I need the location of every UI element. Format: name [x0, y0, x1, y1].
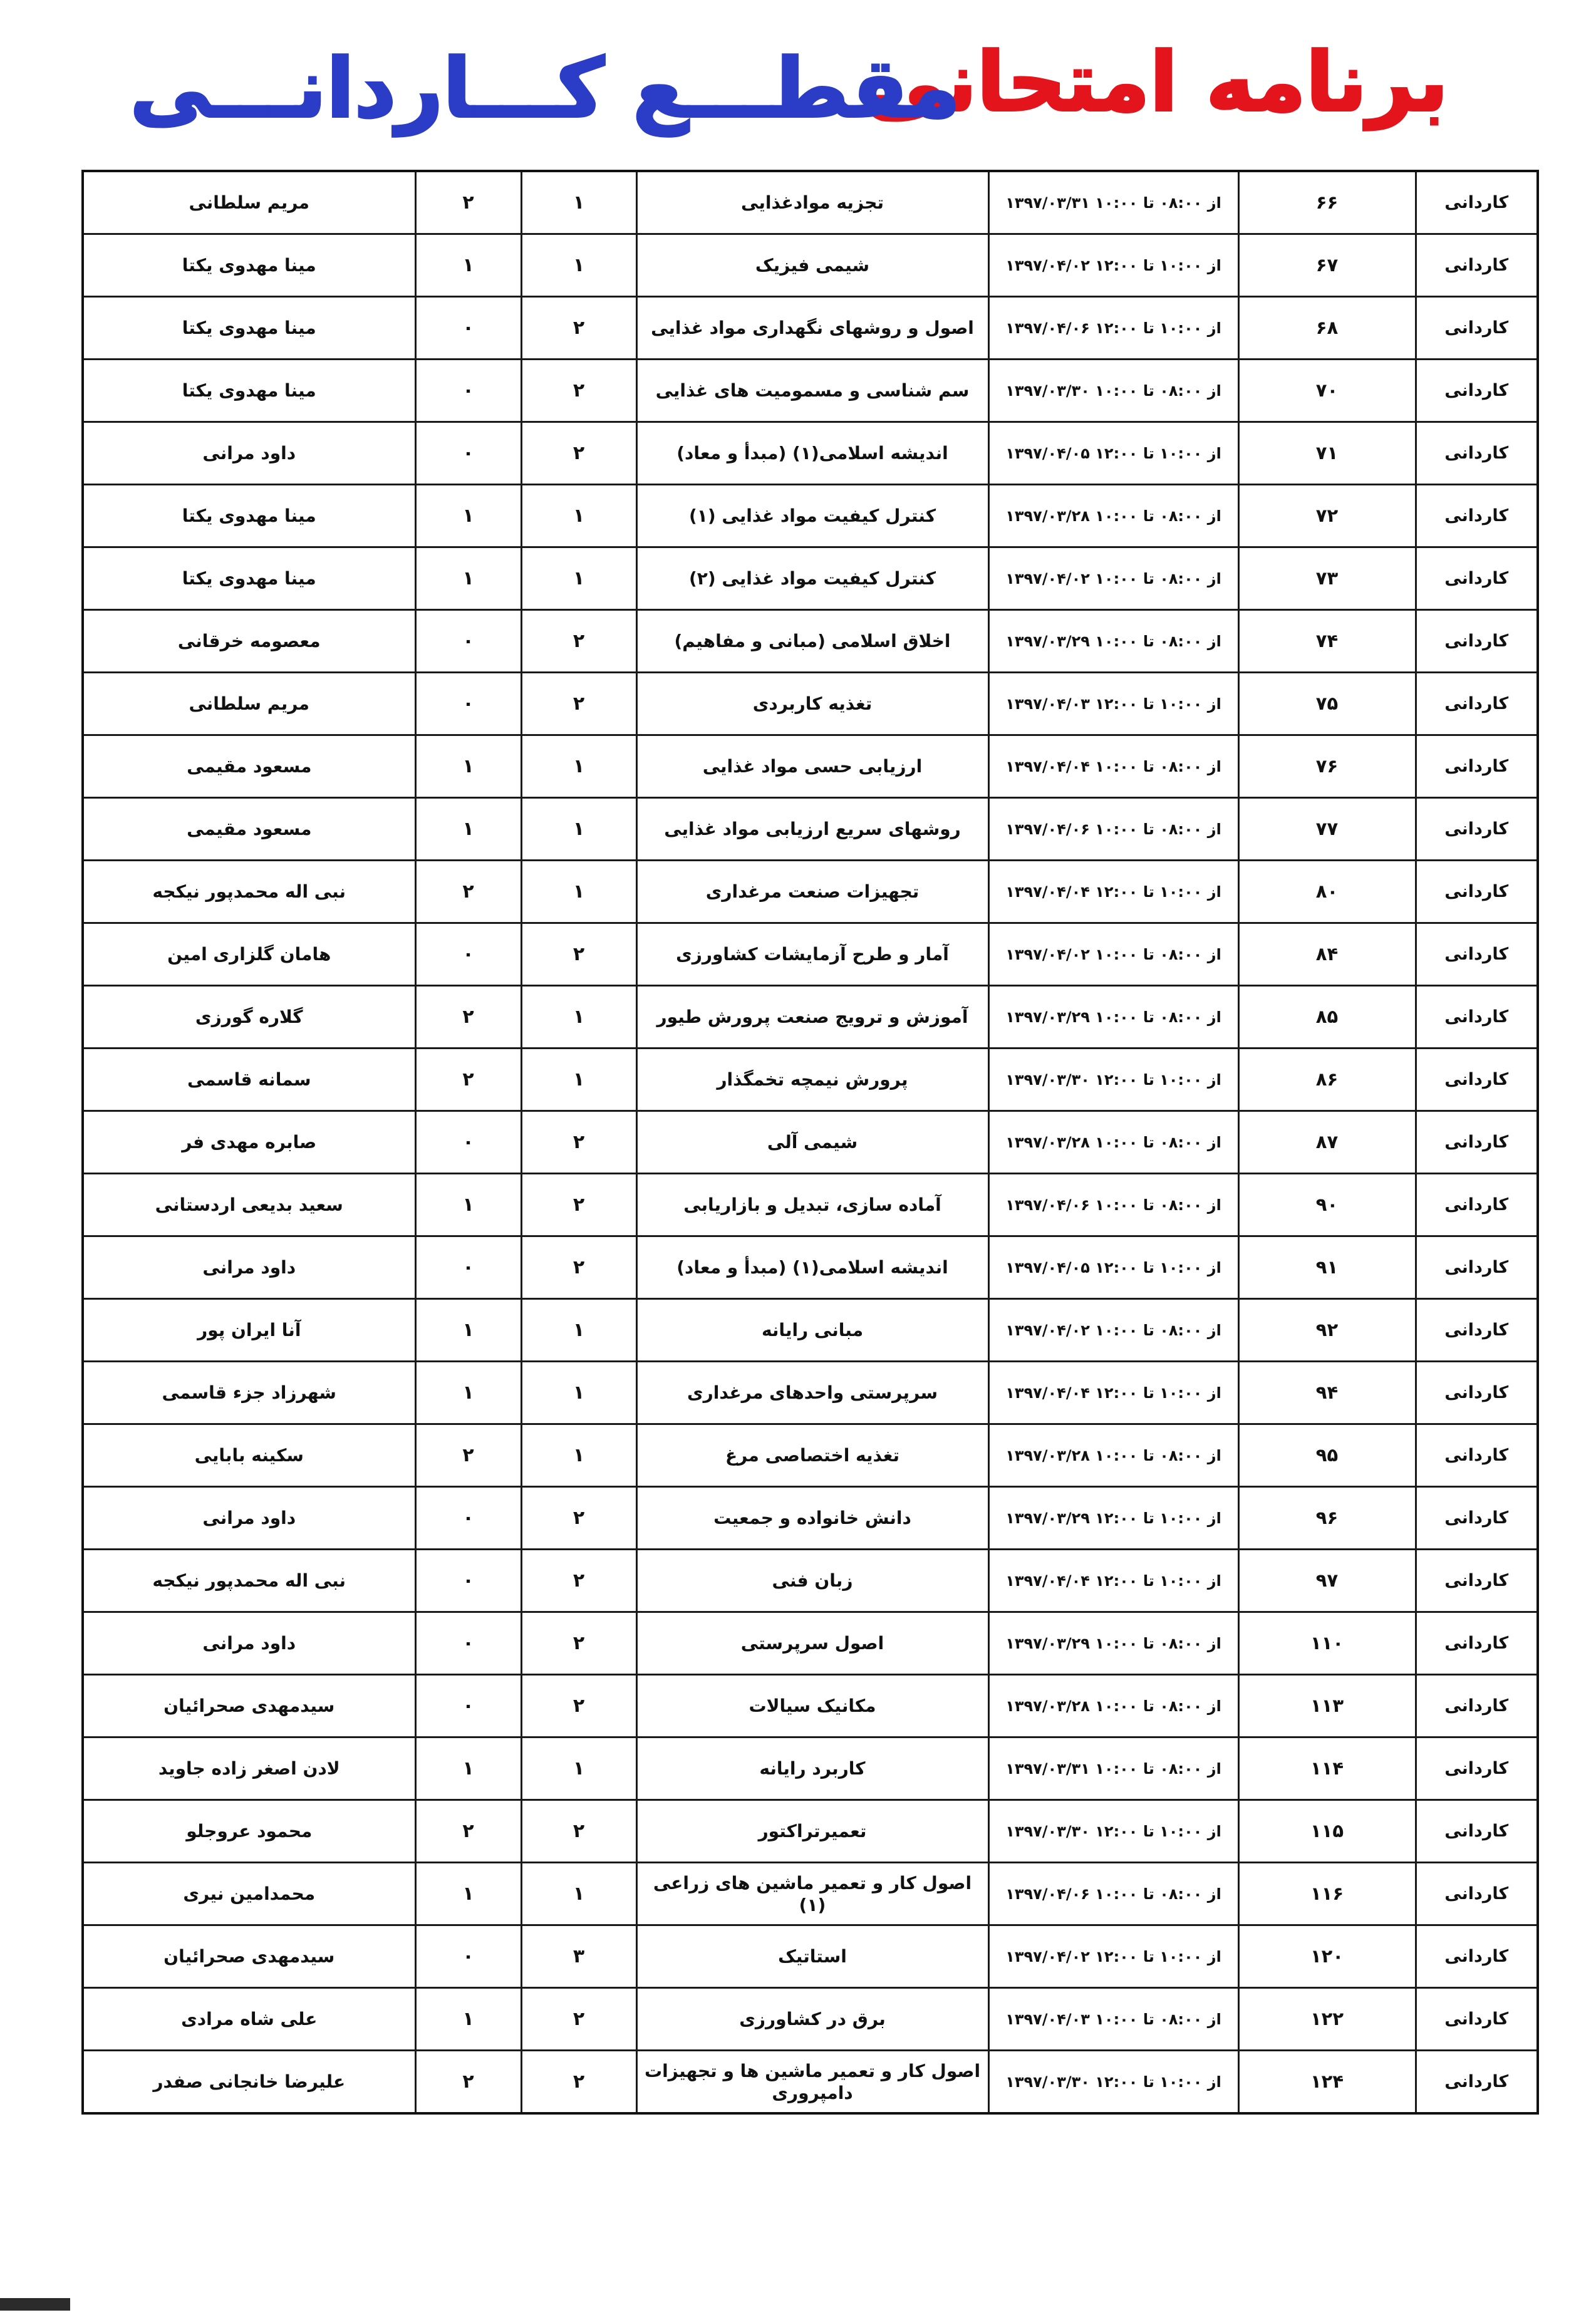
- schedule-cell: از ۰۸:۰۰ تا ۱۰:۰۰ ۱۳۹۷/۰۳/۲۸: [988, 485, 1238, 547]
- level-cell: کاردانی: [1416, 798, 1538, 861]
- course-cell: آماده سازی، تبدیل و بازاریابی: [636, 1174, 988, 1236]
- units-b-cell: ۰: [415, 1612, 521, 1675]
- course-cell: پرورش نیمچه تخمگذار: [636, 1049, 988, 1111]
- units-b-cell: ۱: [415, 547, 521, 610]
- table-body: [83, 171, 1538, 2113]
- code-cell: ۶۸: [1238, 297, 1416, 360]
- units-b-cell: ۱: [415, 1362, 521, 1424]
- level-cell: کاردانی: [1416, 1424, 1538, 1487]
- code-cell: ۹۴: [1238, 1362, 1416, 1424]
- code-cell: ۹۱: [1238, 1236, 1416, 1299]
- instructor-cell: لادن اصغر زاده جاوید: [83, 1738, 415, 1800]
- table-row: [83, 1612, 1538, 1675]
- units-b-cell: ۰: [415, 1111, 521, 1174]
- schedule-cell: از ۰۸:۰۰ تا ۱۰:۰۰ ۱۳۹۷/۰۴/۰۳: [988, 1988, 1238, 2051]
- code-cell: ۸۶: [1238, 1049, 1416, 1111]
- instructor-cell: مینا مهدوی یکتا: [83, 547, 415, 610]
- code-cell: ۹۰: [1238, 1174, 1416, 1236]
- schedule-cell: از ۰۸:۰۰ تا ۱۰:۰۰ ۱۳۹۷/۰۳/۲۸: [988, 1424, 1238, 1487]
- units-b-cell: ۰: [415, 1675, 521, 1738]
- table-row: [83, 1800, 1538, 1863]
- units-a-cell: ۲: [521, 360, 636, 422]
- code-cell: ۷۲: [1238, 485, 1416, 547]
- instructor-cell: نبی اله محمدپور نیکجه: [83, 1550, 415, 1612]
- units-a-cell: ۲: [521, 1988, 636, 2051]
- level-cell: کاردانی: [1416, 1925, 1538, 1988]
- course-cell: کنترل کیفیت مواد غذایی (۲): [636, 547, 988, 610]
- units-b-cell: ۲: [415, 861, 521, 923]
- code-cell: ۶۶: [1238, 171, 1416, 234]
- level-cell: کاردانی: [1416, 1550, 1538, 1612]
- units-b-cell: ۱: [415, 485, 521, 547]
- instructor-cell: مسعود مقیمی: [83, 735, 415, 798]
- level-cell: کاردانی: [1416, 171, 1538, 234]
- instructor-cell: داود مرانی: [83, 1487, 415, 1550]
- instructor-cell: سیدمهدی صحرائیان: [83, 1925, 415, 1988]
- level-cell: کاردانی: [1416, 1675, 1538, 1738]
- code-cell: ۱۱۳: [1238, 1675, 1416, 1738]
- instructor-cell: صابره مهدی فر: [83, 1111, 415, 1174]
- instructor-cell: سکینه بابایی: [83, 1424, 415, 1487]
- units-a-cell: ۲: [521, 610, 636, 673]
- table-row: [83, 735, 1538, 798]
- units-a-cell: ۲: [521, 673, 636, 735]
- units-a-cell: ۲: [521, 1111, 636, 1174]
- level-cell: کاردانی: [1416, 1612, 1538, 1675]
- table-row: [83, 798, 1538, 861]
- table-row: [83, 1988, 1538, 2051]
- level-cell: کاردانی: [1416, 234, 1538, 297]
- schedule-cell: از ۰۸:۰۰ تا ۱۰:۰۰ ۱۳۹۷/۰۴/۰۶: [988, 1174, 1238, 1236]
- units-b-cell: ۱: [415, 234, 521, 297]
- schedule-cell: از ۱۰:۰۰ تا ۱۲:۰۰ ۱۳۹۷/۰۴/۰۴: [988, 1362, 1238, 1424]
- code-cell: ۱۱۶: [1238, 1863, 1416, 1925]
- schedule-cell: از ۰۸:۰۰ تا ۱۰:۰۰ ۱۳۹۷/۰۳/۲۹: [988, 1612, 1238, 1675]
- units-a-cell: ۱: [521, 986, 636, 1049]
- code-cell: ۱۲۴: [1238, 2051, 1416, 2114]
- course-cell: زبان فنی: [636, 1550, 988, 1612]
- level-cell: کاردانی: [1416, 923, 1538, 986]
- course-cell: تجزیه موادغذایی: [636, 171, 988, 234]
- table-row: [83, 422, 1538, 485]
- units-a-cell: ۲: [521, 1236, 636, 1299]
- course-cell: کاربرد رایانه: [636, 1738, 988, 1800]
- course-cell: کنترل کیفیت مواد غذایی (۱): [636, 485, 988, 547]
- course-cell: تعمیرتراکتور: [636, 1800, 988, 1863]
- units-a-cell: ۲: [521, 2051, 636, 2114]
- table-row: [83, 1362, 1538, 1424]
- table-row: [83, 360, 1538, 422]
- instructor-cell: داود مرانی: [83, 1612, 415, 1675]
- schedule-cell: از ۰۸:۰۰ تا ۱۰:۰۰ ۱۳۹۷/۰۳/۲۹: [988, 986, 1238, 1049]
- exam-schedule-table: [81, 170, 1539, 2115]
- units-a-cell: ۱: [521, 1299, 636, 1362]
- instructor-cell: آنا ایران پور: [83, 1299, 415, 1362]
- table-row: [83, 1049, 1538, 1111]
- units-b-cell: ۲: [415, 1424, 521, 1487]
- table-row: [83, 1550, 1538, 1612]
- schedule-cell: از ۱۰:۰۰ تا ۱۲:۰۰ ۱۳۹۷/۰۳/۳۰: [988, 2051, 1238, 2114]
- instructor-cell: محمود عروجلو: [83, 1800, 415, 1863]
- units-b-cell: ۱: [415, 1738, 521, 1800]
- schedule-cell: از ۰۸:۰۰ تا ۱۰:۰۰ ۱۳۹۷/۰۴/۰۲: [988, 547, 1238, 610]
- course-cell: آمار و طرح آزمایشات کشاورزی: [636, 923, 988, 986]
- course-cell: اندیشه اسلامی(۱) (مبدأ و معاد): [636, 1236, 988, 1299]
- schedule-cell: از ۰۸:۰۰ تا ۱۰:۰۰ ۱۳۹۷/۰۳/۲۸: [988, 1111, 1238, 1174]
- units-a-cell: ۲: [521, 1800, 636, 1863]
- table-row: [83, 986, 1538, 1049]
- units-a-cell: ۲: [521, 1612, 636, 1675]
- schedule-cell: از ۰۸:۰۰ تا ۱۰:۰۰ ۱۳۹۷/۰۳/۲۹: [988, 610, 1238, 673]
- course-cell: تغذیه کاربردی: [636, 673, 988, 735]
- table-row: [83, 297, 1538, 360]
- code-cell: ۸۵: [1238, 986, 1416, 1049]
- schedule-cell: از ۰۸:۰۰ تا ۱۰:۰۰ ۱۳۹۷/۰۳/۳۱: [988, 1738, 1238, 1800]
- units-a-cell: ۳: [521, 1925, 636, 1988]
- table-row: [83, 234, 1538, 297]
- instructor-cell: هامان گلزاری امین: [83, 923, 415, 986]
- table-row: [83, 1111, 1538, 1174]
- course-cell: آموزش و ترویج صنعت پرورش طیور: [636, 986, 988, 1049]
- level-cell: کاردانی: [1416, 1174, 1538, 1236]
- schedule-cell: از ۱۰:۰۰ تا ۱۲:۰۰ ۱۳۹۷/۰۴/۰۶: [988, 297, 1238, 360]
- units-a-cell: ۱: [521, 861, 636, 923]
- schedule-cell: از ۱۰:۰۰ تا ۱۲:۰۰ ۱۳۹۷/۰۴/۰۲: [988, 234, 1238, 297]
- level-cell: کاردانی: [1416, 1111, 1538, 1174]
- units-b-cell: ۲: [415, 171, 521, 234]
- schedule-cell: از ۰۸:۰۰ تا ۱۰:۰۰ ۱۳۹۷/۰۳/۳۰: [988, 360, 1238, 422]
- course-cell: اصول کار و تعمیر ماشین ها و تجهیزات دامپروری: [636, 2051, 988, 2114]
- table-row: [83, 1925, 1538, 1988]
- title-secondary: مقطـــع کـــاردانـــی: [130, 41, 960, 136]
- course-cell: دانش خانواده و جمعیت: [636, 1487, 988, 1550]
- units-b-cell: ۱: [415, 798, 521, 861]
- instructor-cell: علی شاه مرادی: [83, 1988, 415, 2051]
- level-cell: کاردانی: [1416, 986, 1538, 1049]
- units-a-cell: ۱: [521, 547, 636, 610]
- instructor-cell: سمانه قاسمی: [83, 1049, 415, 1111]
- units-a-cell: ۱: [521, 735, 636, 798]
- instructor-cell: معصومه خرقانی: [83, 610, 415, 673]
- instructor-cell: مینا مهدوی یکتا: [83, 360, 415, 422]
- table-row: [83, 1487, 1538, 1550]
- code-cell: ۷۳: [1238, 547, 1416, 610]
- units-b-cell: ۰: [415, 1925, 521, 1988]
- code-cell: ۸۴: [1238, 923, 1416, 986]
- course-cell: تغذیه اختصاصی مرغ: [636, 1424, 988, 1487]
- code-cell: ۱۲۰: [1238, 1925, 1416, 1988]
- table-row: [83, 1863, 1538, 1925]
- course-cell: برق در کشاورزی: [636, 1988, 988, 2051]
- schedule-cell: از ۰۸:۰۰ تا ۱۰:۰۰ ۱۳۹۷/۰۴/۰۴: [988, 735, 1238, 798]
- course-cell: مکانیک سیالات: [636, 1675, 988, 1738]
- units-b-cell: ۰: [415, 422, 521, 485]
- units-a-cell: ۲: [521, 1487, 636, 1550]
- level-cell: کاردانی: [1416, 1236, 1538, 1299]
- units-b-cell: ۲: [415, 986, 521, 1049]
- code-cell: ۷۷: [1238, 798, 1416, 861]
- schedule-cell: از ۱۰:۰۰ تا ۱۲:۰۰ ۱۳۹۷/۰۴/۰۳: [988, 673, 1238, 735]
- course-cell: اصول و روشهای نگهداری مواد غذایی: [636, 297, 988, 360]
- units-a-cell: ۲: [521, 1550, 636, 1612]
- table-row: [83, 610, 1538, 673]
- units-b-cell: ۲: [415, 1049, 521, 1111]
- level-cell: کاردانی: [1416, 735, 1538, 798]
- units-b-cell: ۰: [415, 923, 521, 986]
- units-a-cell: ۱: [521, 234, 636, 297]
- instructor-cell: علیرضا خانجانی صفدر: [83, 2051, 415, 2114]
- level-cell: کاردانی: [1416, 673, 1538, 735]
- table-row: [83, 1424, 1538, 1487]
- code-cell: ۷۶: [1238, 735, 1416, 798]
- code-cell: ۹۶: [1238, 1487, 1416, 1550]
- units-a-cell: ۱: [521, 485, 636, 547]
- level-cell: کاردانی: [1416, 610, 1538, 673]
- instructor-cell: گلاره گورزی: [83, 986, 415, 1049]
- code-cell: ۱۱۵: [1238, 1800, 1416, 1863]
- code-cell: ۱۱۰: [1238, 1612, 1416, 1675]
- instructor-cell: محمدامین نیری: [83, 1863, 415, 1925]
- schedule-cell: از ۱۰:۰۰ تا ۱۲:۰۰ ۱۳۹۷/۰۴/۰۴: [988, 861, 1238, 923]
- schedule-cell: از ۰۸:۰۰ تا ۱۰:۰۰ ۱۳۹۷/۰۴/۰۲: [988, 923, 1238, 986]
- code-cell: ۷۴: [1238, 610, 1416, 673]
- instructor-cell: مریم سلطانی: [83, 673, 415, 735]
- schedule-cell: از ۱۰:۰۰ تا ۱۲:۰۰ ۱۳۹۷/۰۴/۰۵: [988, 422, 1238, 485]
- units-b-cell: ۱: [415, 1863, 521, 1925]
- instructor-cell: سعید بدیعی اردستانی: [83, 1174, 415, 1236]
- course-cell: اصول سرپرستی: [636, 1612, 988, 1675]
- schedule-cell: از ۱۰:۰۰ تا ۱۲:۰۰ ۱۳۹۷/۰۴/۰۵: [988, 1236, 1238, 1299]
- table-row: [83, 171, 1538, 234]
- level-cell: کاردانی: [1416, 1863, 1538, 1925]
- units-b-cell: ۰: [415, 610, 521, 673]
- course-cell: روشهای سریع ارزیابی مواد غذایی: [636, 798, 988, 861]
- course-cell: شیمی فیزیک: [636, 234, 988, 297]
- units-a-cell: ۱: [521, 798, 636, 861]
- level-cell: کاردانی: [1416, 360, 1538, 422]
- units-a-cell: ۲: [521, 422, 636, 485]
- course-cell: استاتیک: [636, 1925, 988, 1988]
- units-b-cell: ۰: [415, 1487, 521, 1550]
- page-title: [0, 0, 1596, 163]
- units-b-cell: ۲: [415, 2051, 521, 2114]
- code-cell: ۷۵: [1238, 673, 1416, 735]
- instructor-cell: مینا مهدوی یکتا: [83, 234, 415, 297]
- level-cell: کاردانی: [1416, 861, 1538, 923]
- table-row: [83, 1299, 1538, 1362]
- level-cell: کاردانی: [1416, 422, 1538, 485]
- code-cell: ۱۱۴: [1238, 1738, 1416, 1800]
- schedule-cell: از ۰۸:۰۰ تا ۱۰:۰۰ ۱۳۹۷/۰۴/۰۲: [988, 1299, 1238, 1362]
- units-a-cell: ۲: [521, 297, 636, 360]
- code-cell: ۷۰: [1238, 360, 1416, 422]
- table-row: [83, 2051, 1538, 2114]
- level-cell: کاردانی: [1416, 1487, 1538, 1550]
- units-b-cell: ۲: [415, 1800, 521, 1863]
- units-a-cell: ۱: [521, 1049, 636, 1111]
- course-cell: ارزیابی حسی مواد غذایی: [636, 735, 988, 798]
- code-cell: ۹۵: [1238, 1424, 1416, 1487]
- units-a-cell: ۲: [521, 1174, 636, 1236]
- schedule-cell: از ۱۰:۰۰ تا ۱۲:۰۰ ۱۳۹۷/۰۳/۲۹: [988, 1487, 1238, 1550]
- title-primary: برنامه امتحانی: [864, 34, 1448, 130]
- course-cell: سم شناسی و مسمومیت های غذایی: [636, 360, 988, 422]
- table-row: [83, 1675, 1538, 1738]
- units-b-cell: ۰: [415, 1550, 521, 1612]
- table-row: [83, 1738, 1538, 1800]
- units-a-cell: ۱: [521, 1362, 636, 1424]
- schedule-cell: از ۰۸:۰۰ تا ۱۰:۰۰ ۱۳۹۷/۰۳/۳۱: [988, 171, 1238, 234]
- level-cell: کاردانی: [1416, 547, 1538, 610]
- units-b-cell: ۰: [415, 297, 521, 360]
- level-cell: کاردانی: [1416, 485, 1538, 547]
- watermark-strip: [0, 2298, 70, 2311]
- code-cell: ۸۰: [1238, 861, 1416, 923]
- units-b-cell: ۰: [415, 1236, 521, 1299]
- course-cell: اندیشه اسلامی(۱) (مبدأ و معاد): [636, 422, 988, 485]
- level-cell: کاردانی: [1416, 1049, 1538, 1111]
- instructor-cell: مینا مهدوی یکتا: [83, 485, 415, 547]
- course-cell: اخلاق اسلامی (مبانی و مفاهیم): [636, 610, 988, 673]
- schedule-cell: از ۱۰:۰۰ تا ۱۲:۰۰ ۱۳۹۷/۰۴/۰۴: [988, 1550, 1238, 1612]
- instructor-cell: مینا مهدوی یکتا: [83, 297, 415, 360]
- course-cell: تجهیزات صنعت مرغداری: [636, 861, 988, 923]
- instructor-cell: نبی اله محمدپور نیکجه: [83, 861, 415, 923]
- course-cell: شیمی آلی: [636, 1111, 988, 1174]
- table-row: [83, 547, 1538, 610]
- schedule-cell: از ۱۰:۰۰ تا ۱۲:۰۰ ۱۳۹۷/۰۳/۳۰: [988, 1800, 1238, 1863]
- code-cell: ۸۷: [1238, 1111, 1416, 1174]
- level-cell: کاردانی: [1416, 1299, 1538, 1362]
- table-row: [83, 673, 1538, 735]
- level-cell: کاردانی: [1416, 1738, 1538, 1800]
- units-b-cell: ۰: [415, 360, 521, 422]
- units-a-cell: ۲: [521, 923, 636, 986]
- instructor-cell: مریم سلطانی: [83, 171, 415, 234]
- course-cell: اصول کار و تعمیر ماشین های زراعی (۱): [636, 1863, 988, 1925]
- units-a-cell: ۲: [521, 1675, 636, 1738]
- table-row: [83, 485, 1538, 547]
- code-cell: ۹۷: [1238, 1550, 1416, 1612]
- code-cell: ۹۲: [1238, 1299, 1416, 1362]
- schedule-cell: از ۰۸:۰۰ تا ۱۰:۰۰ ۱۳۹۷/۰۴/۰۶: [988, 1863, 1238, 1925]
- instructor-cell: سیدمهدی صحرائیان: [83, 1675, 415, 1738]
- table-row: [83, 1236, 1538, 1299]
- units-b-cell: ۱: [415, 735, 521, 798]
- schedule-cell: از ۱۰:۰۰ تا ۱۲:۰۰ ۱۳۹۷/۰۳/۳۰: [988, 1049, 1238, 1111]
- code-cell: ۶۷: [1238, 234, 1416, 297]
- units-b-cell: ۱: [415, 1988, 521, 2051]
- table-row: [83, 861, 1538, 923]
- instructor-cell: داود مرانی: [83, 1236, 415, 1299]
- code-cell: ۱۲۲: [1238, 1988, 1416, 2051]
- units-a-cell: ۱: [521, 171, 636, 234]
- schedule-cell: از ۰۸:۰۰ تا ۱۰:۰۰ ۱۳۹۷/۰۳/۲۸: [988, 1675, 1238, 1738]
- level-cell: کاردانی: [1416, 1362, 1538, 1424]
- course-cell: مبانی رایانه: [636, 1299, 988, 1362]
- schedule-cell: از ۱۰:۰۰ تا ۱۲:۰۰ ۱۳۹۷/۰۴/۰۲: [988, 1925, 1238, 1988]
- units-b-cell: ۰: [415, 673, 521, 735]
- table-row: [83, 923, 1538, 986]
- course-cell: سرپرستی واحدهای مرغداری: [636, 1362, 988, 1424]
- units-a-cell: ۱: [521, 1863, 636, 1925]
- units-a-cell: ۱: [521, 1738, 636, 1800]
- units-b-cell: ۱: [415, 1299, 521, 1362]
- units-b-cell: ۱: [415, 1174, 521, 1236]
- schedule-cell: از ۰۸:۰۰ تا ۱۰:۰۰ ۱۳۹۷/۰۴/۰۶: [988, 798, 1238, 861]
- level-cell: کاردانی: [1416, 1800, 1538, 1863]
- code-cell: ۷۱: [1238, 422, 1416, 485]
- level-cell: کاردانی: [1416, 2051, 1538, 2114]
- units-a-cell: ۱: [521, 1424, 636, 1487]
- level-cell: کاردانی: [1416, 297, 1538, 360]
- instructor-cell: مسعود مقیمی: [83, 798, 415, 861]
- table-row: [83, 1174, 1538, 1236]
- level-cell: کاردانی: [1416, 1988, 1538, 2051]
- instructor-cell: داود مرانی: [83, 422, 415, 485]
- instructor-cell: شهرزاد جزء قاسمی: [83, 1362, 415, 1424]
